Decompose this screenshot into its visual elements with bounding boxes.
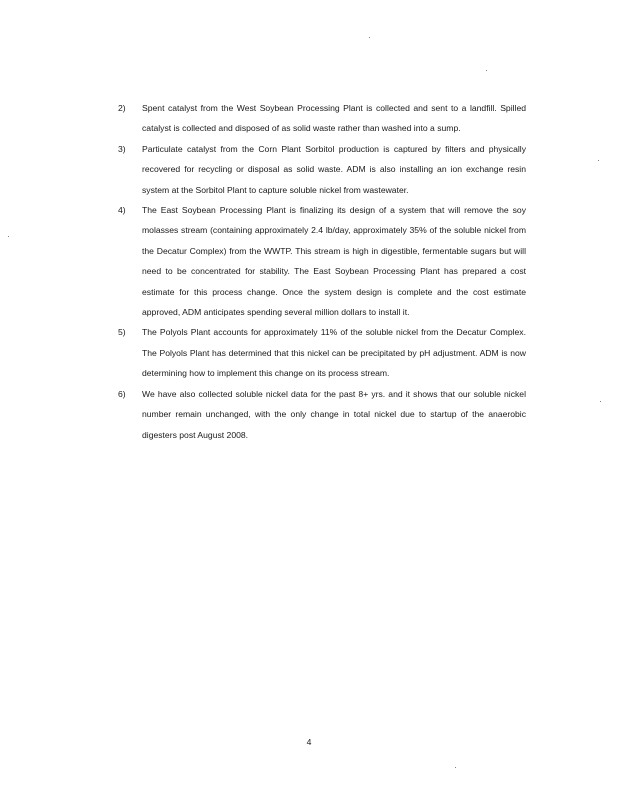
scan-speck bbox=[598, 160, 599, 161]
list-item-text: The East Soybean Processing Plant is finalizing its design of a system that will remove the soy molasses stream (containing approximately 2.4 lb/day, approximately 35% of the soluble nickel from the Decatur Complex) from the WWTP. This stream is high in digestible, fermentable sugars but will need to be concentrated for stability. The East Soybean Processing Plant has prepared a cost estimate for this process change. Once the system design is complete and the cost estimate approved, ADM anticipates spending several million dollars to install it. bbox=[142, 205, 526, 318]
scan-speck bbox=[600, 401, 601, 402]
scan-speck bbox=[369, 37, 370, 38]
list-item-text: Particulate catalyst from the Corn Plant Sorbitol production is captured by filters and physically recovered for recycling or disposal as solid waste. ADM is also installing an ion exchange resin system at the Sorbitol Plant to capture soluble nickel from wastewater. bbox=[142, 143, 526, 195]
list-item-number: 4) bbox=[118, 205, 126, 216]
list-item bbox=[118, 384, 526, 445]
list-item-number: 2) bbox=[118, 103, 126, 113]
page-number: 4 bbox=[306, 737, 312, 747]
list-item-number: 6) bbox=[118, 388, 126, 399]
list-item-text: The Polyols Plant accounts for approximately 11% of the soluble nickel from the Decatur Complex. The Polyols Plant has determined that this nickel can be precipitated by pH adjustment. ADM is now determining how to implement this change on its process stream. bbox=[142, 327, 526, 379]
list-item-number: 3) bbox=[118, 143, 126, 154]
list-item bbox=[118, 98, 526, 139]
list-item-number: 5) bbox=[118, 327, 126, 338]
list-item-text: Spent catalyst from the West Soybean Processing Plant is collected and sent to a landfill. Spilled catalyst is collected and disposed of as solid waste rather than washed into a sump. bbox=[142, 103, 526, 134]
list-item bbox=[118, 139, 526, 200]
list-item bbox=[118, 200, 526, 322]
list-item bbox=[118, 322, 526, 383]
scan-speck bbox=[486, 70, 487, 71]
list-item-text: We have also collected soluble nickel data for the past 8+ yrs. and it shows that our soluble nickel number remain unchanged, with the only change in total nickel due to startup of the anaerobic digesters post August 2008. bbox=[142, 388, 526, 440]
scan-speck bbox=[8, 236, 9, 237]
scan-speck bbox=[455, 767, 456, 768]
numbered-list bbox=[118, 98, 526, 445]
